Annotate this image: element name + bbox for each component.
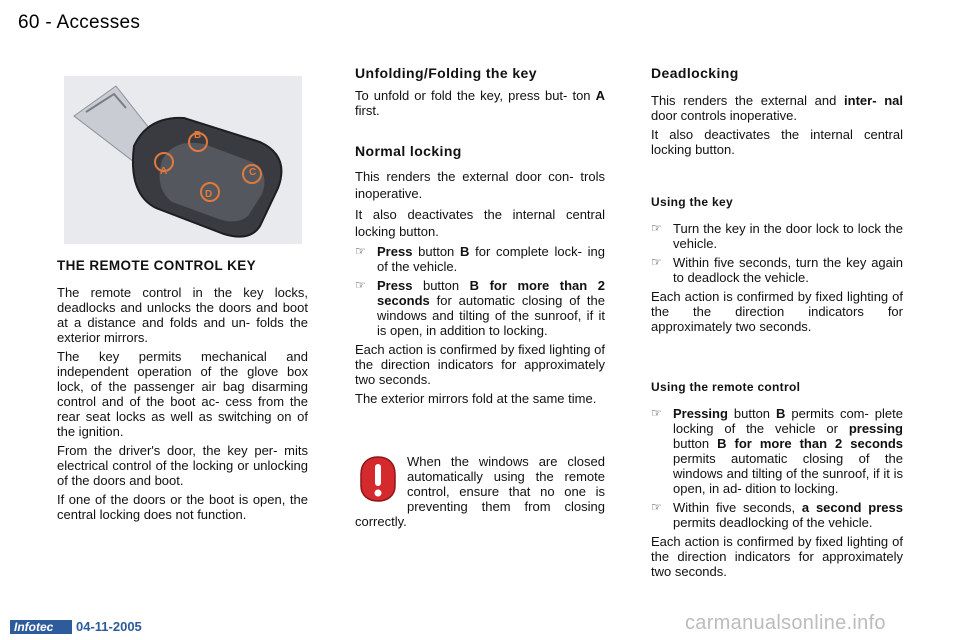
pointer-hand-icon: ☞ <box>355 278 366 292</box>
paragraph: If one of the doors or the boot is open, the central locking does not function. <box>57 492 308 522</box>
label-b: B <box>194 130 202 141</box>
paragraph: The remote control in the key locks, deadlocks and unlocks the doors and boot at a distance and folds and un- folds the exterior mirrors. <box>57 285 308 345</box>
list-item: ☞ Press button B for more than 2 seconds for automatic closing of the windows and tilting of the sunroof, if it is open, in addition to locking. <box>355 278 605 338</box>
list-item: ☞ Pressing button B permits com- plete locking of the vehicle or pressing button B for more than 2 seconds permits automatic closing of the windows and tilting of the sunroof, if it is open, in ad- dition to locking. <box>651 406 903 496</box>
subsection-heading: Using the key <box>651 195 733 209</box>
paragraph: From the driver's door, the key per- mits electrical control of the locking or unlocking of the doors and boot. <box>57 443 308 488</box>
watermark: carmanualsonline.info <box>685 612 886 634</box>
subsection-heading: Using the remote control <box>651 380 801 394</box>
column-normal-locking <box>355 66 605 410</box>
paragraph: Each action is confirmed by fixed lighting of the the direction indicators for approximately two seconds. <box>651 289 903 334</box>
infotec-logo: Infotec <box>10 620 72 634</box>
label-a: A <box>160 166 168 177</box>
paragraph: This renders the external door con- trols inoperative. <box>355 169 605 201</box>
section-heading: Deadlocking <box>651 65 739 81</box>
column-deadlocking <box>651 66 903 583</box>
section-heading: THE REMOTE CONTROL KEY <box>57 258 257 273</box>
paragraph: The exterior mirrors fold at the same time. <box>355 391 597 406</box>
paragraph: It also deactivates the internal central locking button. <box>651 127 903 157</box>
pointer-hand-icon: ☞ <box>651 255 662 269</box>
paragraph: Each action is confirmed by fixed lighting of the direction indicators for approximately two seconds. <box>355 342 605 387</box>
pointer-hand-icon: ☞ <box>355 244 366 258</box>
footer-date: 04-11-2005 <box>76 619 142 634</box>
list-item: ☞ Press button B for complete lock- ing of the vehicle. <box>355 244 605 274</box>
warning-note: When the windows are closed automatically using the remote control, ensure that no one is preventing them from closing correctly. <box>355 454 605 529</box>
label-d: D <box>205 189 213 200</box>
paragraph: Each action is confirmed by fixed lighting of the direction indicators for approximately two seconds. <box>651 534 903 579</box>
paragraph: It also deactivates the internal central locking button. <box>355 207 605 239</box>
page-title: 60 - Accesses <box>18 12 141 33</box>
paragraph: This renders the external and inter- nal door controls inoperative. <box>651 93 903 123</box>
column-remote-control-key <box>57 258 308 526</box>
remote-key-illustration <box>64 76 302 244</box>
list-item: ☞ Within five seconds, turn the key again to deadlock the vehicle. <box>651 255 903 285</box>
exclamation-icon <box>359 456 397 502</box>
section-heading: Unfolding/Folding the key <box>355 65 537 81</box>
label-c: C <box>249 167 257 178</box>
paragraph: To unfold or fold the key, press but- ton A first. <box>355 88 605 118</box>
section-heading: Normal locking <box>355 143 462 159</box>
pointer-hand-icon: ☞ <box>651 406 662 420</box>
pointer-hand-icon: ☞ <box>651 221 662 235</box>
pointer-hand-icon: ☞ <box>651 500 662 514</box>
list-item: ☞ Within five seconds, a second press permits deadlocking of the vehicle. <box>651 500 903 530</box>
paragraph: The key permits mechanical and independent operation of the glove box lock, of the passenger air bag disarming control and of the boot ac- cess from the rear seat locks as well as switching on of the ignition. <box>57 349 308 439</box>
list-item: ☞ Turn the key in the door lock to lock the vehicle. <box>651 221 903 251</box>
